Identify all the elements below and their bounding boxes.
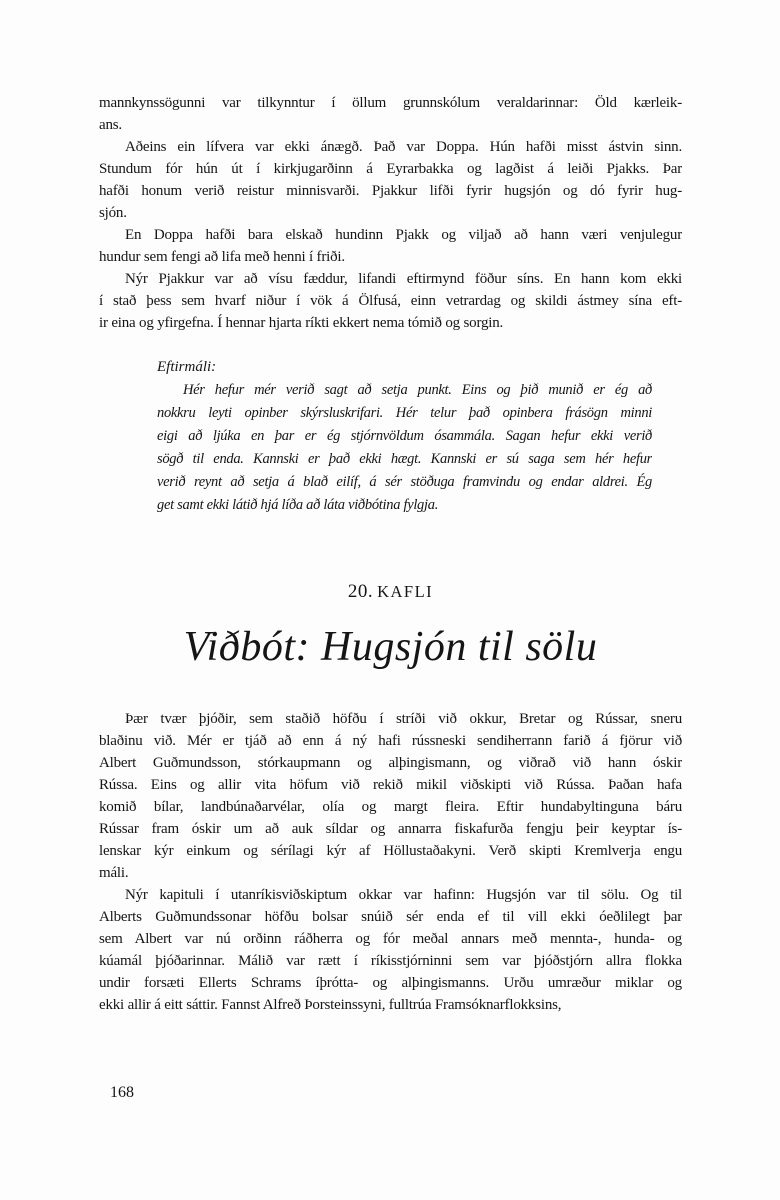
text-line: komið bílar, landbúnaðarvélar, olía og margt fleira. Eftir hundabyltinguna báru [99,799,682,815]
text-line: Aðeins ein lífvera var ekki ánægð. Það var Doppa. Hún hafði misst ástvin sinn. [125,139,682,155]
text-line: Rússar fram óskir um að auk síldar og annarra fiskafurða fengju þeir keyptar ís- [99,821,682,837]
text-line: mannkynssögunni var tilkynntur í öllum grunnskólum veraldarinnar: Öld kærleik- [99,95,682,111]
chapter-number: 20. [347,581,374,602]
text-column [99,92,682,1016]
text-line: hafði honum verið reistur minnisvarði. Pjakkur lifði fyrir hugsjón og dó fyrir hug- [99,183,682,199]
paragraph [99,884,682,1016]
text-line: nokkru leyti opinber skýrsluskrifari. Hér telur það opinbera frásögn minni [157,405,652,421]
text-line: sögð til enda. Kannski er það ekki hægt. Kannski er sú saga sem hér hefur [157,451,652,467]
page-number: 168 [110,1084,134,1101]
text-line: Rússa. Eins og allir vita höfum við rekið mikil viðskipti við Rússa. Þaðan hafa [99,777,682,793]
text-line: Alberts Guðmundssonar höfðu bolsar snúið sér enda ef til vill ekki óeðlilegt þar [99,909,682,925]
chapter-kicker [99,581,682,604]
text-line: undir forsæti Ellerts Schrams íþrótta- og alþingismanns. Urðu umræður miklar og [99,975,682,991]
text-line: get samt ekki látið hjá líða að láta viðbótina fylgja. [157,497,439,513]
text-line: Hér hefur mér verið sagt að setja punkt. Eins og þið munið er ég að [183,382,652,398]
chapter-title: Viðbót: Hugsjón til sölu [183,624,598,670]
text-line: Stundum fór hún út í kirkjugarðinn á Eyrarbakka og lagðist á leiði Pjakks. Þar [99,161,682,177]
text-line: Nýr Pjakkur var að vísu fæddur, lifandi eftirmynd föður síns. En hann kom ekki [125,271,682,287]
text-line: lenskar kýr einkum og sérílagi kýr af Höllustaðakyni. Verð skipti Kremlverja engu [99,843,682,859]
text-line: kúamál þjóðarinnar. Málið var rætt í ríkisstjórninni sem var þjóðstjórn allra flokka [99,953,682,969]
epilogue-text [157,379,652,517]
text-line: sem Albert var nú orðinn ráðherra og fór meðal annars með mennta-, hunda- og [99,931,682,947]
text-line: Albert Guðmundsson, stórkaupmann og alþingismann, og viðrað við hann óskir [99,755,682,771]
epilogue-heading: Eftirmáli: [157,359,217,375]
text-line: blaðinu við. Mér er tjáð að enn á ný hafi rússneski sendiherrann farið á fjörur við [99,733,682,749]
text-line: Nýr kapituli í utanríkisviðskiptum okkar var hafinn: Hugsjón var til sölu. Og til [125,887,682,903]
text-line: ans. [99,117,122,133]
paragraph [99,268,682,334]
text-line: sjón. [99,205,127,221]
text-line: verið reynt að setja á blað eilíf, á sér stöðuga framvindu og endar aldrei. Ég [157,474,652,490]
paragraph [99,92,682,136]
epilogue-block [157,356,652,517]
text-line: ir eina og yfirgefna. Í hennar hjarta ríkti ekkert nema tómið og sorgin. [99,315,504,331]
text-line: Þær tvær þjóðir, sem staðið höfðu í stríði við okkur, Bretar og Rússar, sneru [125,711,682,727]
paragraph [99,136,682,224]
text-line: eigi að ljúka en þar er ég stjórnvöldum ósammála. Sagan hefur ekki verið [157,428,652,444]
chapter-kicker-word: KAFLI [377,582,434,601]
text-line: hundur sem fengi að lifa með henni í friði. [99,249,345,265]
text-line: ekki allir á eitt sáttir. Fannst Alfreð Þorsteinssyni, fulltrúa Framsóknarflokksins, [99,997,562,1013]
text-line: í stað þess sem hvarf niður í vök á Ölfusá, einn vetrardag og skildi ástmey sína eft- [99,293,682,309]
text-line: En Doppa hafði bara elskað hundinn Pjakk og viljað að hann væri venjulegur [125,227,682,243]
paragraph [99,708,682,884]
text-line: máli. [99,865,129,881]
paragraph [157,379,652,517]
body-text-top [99,92,682,334]
body-text-bottom [99,708,682,1016]
paragraph [99,224,682,268]
